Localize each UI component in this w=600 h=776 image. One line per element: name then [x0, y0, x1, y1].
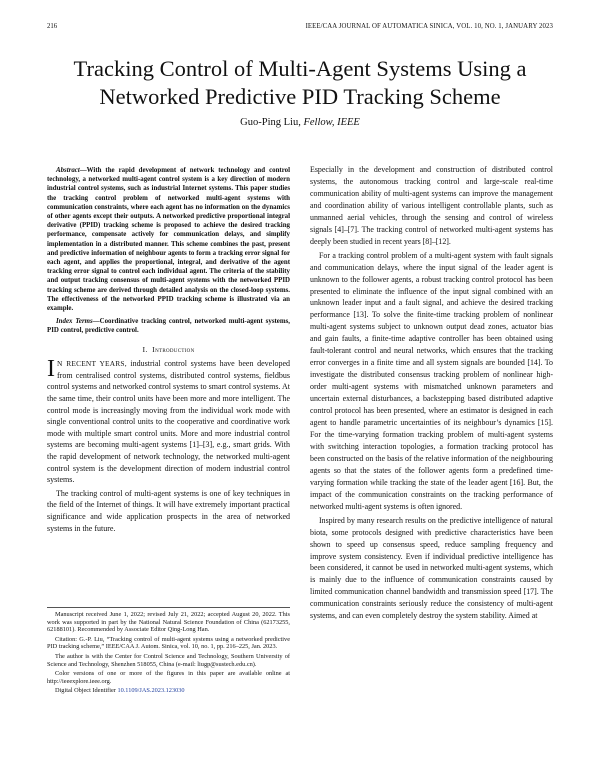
- abstract-text: —With the rapid development of network technology and control technology, a networked multi-agent control system is a key direction of modern industrial control systems, such as industrial Internet systems. This paper studies the tracking control problem of networked multi-agent systems with communication constraints, where each agent has no information on the dynamics of other agents except their outputs. A networked predictive proportional integral derivative (PPID) tracking scheme is proposed to achieve the desired tracking performance, compensate actively for communication delays, and simplify implementation in a distributed manner. This scheme combines the past, present and predictive information of neighbour agents to form a tracking error signal for each agent, and applies the proportional, integral, and derivative of the agent tracking error signal to control each individual agent. The criteria of the stability and output tracking consensus of multi-agent systems with the networked PPID tracking scheme are derived through detailed analysis on the closed-loop systems. The effectiveness of the networked PPID tracking scheme is illustrated via an example.: [47, 167, 290, 313]
- intro-paragraph-1: [47, 358, 290, 486]
- drop-cap: I: [47, 356, 55, 383]
- right-paragraph-1: Especially in the development and construction of distributed control systems, the autonomous tracking control and large-scale real-time communication ability of multi-agent systems can improve the management and coordination ability of various intelligent controllable plants, such as unmanned aerial vehicles, through the sensing and control of wireless signals [4]–[7]. The tracking control of networked multi-agent systems has deeply been studied in recent years [8]–[12].: [310, 165, 553, 246]
- journal-running-title: IEEE/CAA JOURNAL OF AUTOMATICA SINICA, VOL. 10, NO. 1, JANUARY 2023: [305, 23, 553, 30]
- right-paragraph-2: For a tracking control problem of a multi-agent system with fault signals and communication delays, where the input signal of the leader agent is unknown to the follower agents, a robust tracking control protocol has been presented to eliminate the influence of the input signal combined with an unknown leader input and a fault signal, and achieve the desired tracking performance [13]. To solve the finite-time tracking problem of nonlinear multi-agent systems subject to unknown output dead zones, actuator bias and gain faults, a finite-time adaptive controller has been obtained using fault-tolerant control and neural networks, which ensures that the tracking error converges in a finite time and all system signals are bounded [14]. To investigate the distributed consensus tracking problem of nonlinear high-order multi-agent systems with mismatched unknown parameters and uncertain external disturbances, a backstepping based distributed adaptive control protocol has been presented, where an estimator is designed in each agent to handle parametric uncertainties of its neighbour’s dynamics [15]. For the time-varying formation tracking problem of multi-agent systems with switching interaction topologies, a formation tracking protocol has been constructed on the basis of the relative information of the neighbouring agents so that the states of the follower agents form a predefined time-varying formation while tracking the state of the leader agent [16]. But, the impact of the communication constraints on the tracking performance of networked multi-agent systems is often ignored.: [310, 250, 553, 511]
- index-terms-text: —Coordinative tracking control, networked multi-agent systems, PID control, predictive control.: [47, 318, 290, 335]
- footnote-doi: [47, 687, 290, 695]
- page-number: 216: [47, 23, 58, 30]
- author-line: [30, 117, 570, 128]
- intro-text-1: industrial control systems have been developed from centralised control systems, distributed control systems, fieldbus control systems and networked control systems to smart control systems. At the same time, their control units have been more and more intelligent. The control mode is increasingly moving from the individual work mode with single conventional control units to the cooperative and coordinative work mode with multiple smart control units. More and more industrial control systems are becoming multi-agent systems [1]–[3], e.g., smart grids. With the rapid development of network technology, the networked multi-agent control system is the development direction of modern industrial control systems.: [47, 359, 290, 485]
- left-column: [47, 166, 290, 534]
- index-terms-label: Index Terms: [56, 318, 93, 326]
- footnote-divider: [47, 607, 290, 608]
- abstract: [47, 166, 290, 313]
- section-number: I.: [142, 344, 148, 354]
- index-terms: [47, 317, 290, 335]
- paper-title: Tracking Control of Multi-Agent Systems Using a Networked Predictive PID Tracking Scheme: [73, 56, 527, 109]
- author-honor: Fellow, IEEE: [303, 117, 360, 128]
- doi-label: Digital Object Identifier: [55, 687, 116, 695]
- section-heading-introduction: [47, 344, 290, 356]
- section-title: Introduction: [152, 344, 195, 354]
- abstract-label: Abstract: [56, 167, 80, 174]
- footnote-color-versions: Color versions of one or more of the figures in this paper are available online at http://ieeexplore.ieee.org.: [47, 670, 290, 685]
- intro-lead: N RECENT YEARS,: [57, 359, 127, 369]
- right-paragraph-3: Inspired by many research results on the predictive intelligence of natural biota, some protocols designed with predictive characteristics have been shown to speed up consensus speed, reduce sampling frequency and improve system consistency. Even if individual predictive intelligence has been considered, it cannot be used in networked multi-agent systems, which is mainly due to the influence of communication constraints caused by limited communication channel bandwidth and transmission speed [17]. The communication constraints seriously reduce the consistency of multi-agent systems, and can even completely destroy the system stability. Aimed at: [310, 515, 553, 621]
- author-name: Guo-Ping Liu,: [240, 117, 301, 128]
- footnotes: [47, 611, 290, 697]
- running-header: [47, 23, 553, 35]
- footnote-affiliation: The author is with the Center for Control Science and Technology, Southern University of Science and Technology, Shenzhen 518055, China (e-mail: liugp@sustech.edu.cn).: [47, 652, 290, 668]
- footnote-citation: Citation: G.-P. Liu, “Tracking control of multi-agent systems using a networked predictive PID tracking scheme,” IEEE/CAA J. Autom. Sinica, vol. 10, no. 1, pp. 216–225, Jan. 2023.: [47, 635, 290, 651]
- right-column: [310, 164, 553, 622]
- intro-paragraph-2: The tracking control of multi-agent systems is one of key techniques in the field of the Internet of things. It will have extremely important practical significance and wide application prospects in the area of networked systems in the future.: [47, 488, 290, 533]
- footnote-manuscript: Manuscript received June 1, 2022; revised July 21, 2022; accepted August 20, 2022. This work was supported in part by the National Natural Science Foundation of China (62173255, 62188101). Recommended by Associate Editor Qing-Long Han.: [47, 611, 290, 634]
- doi-link[interactable]: 10.1109/JAS.2023.123030: [117, 687, 185, 695]
